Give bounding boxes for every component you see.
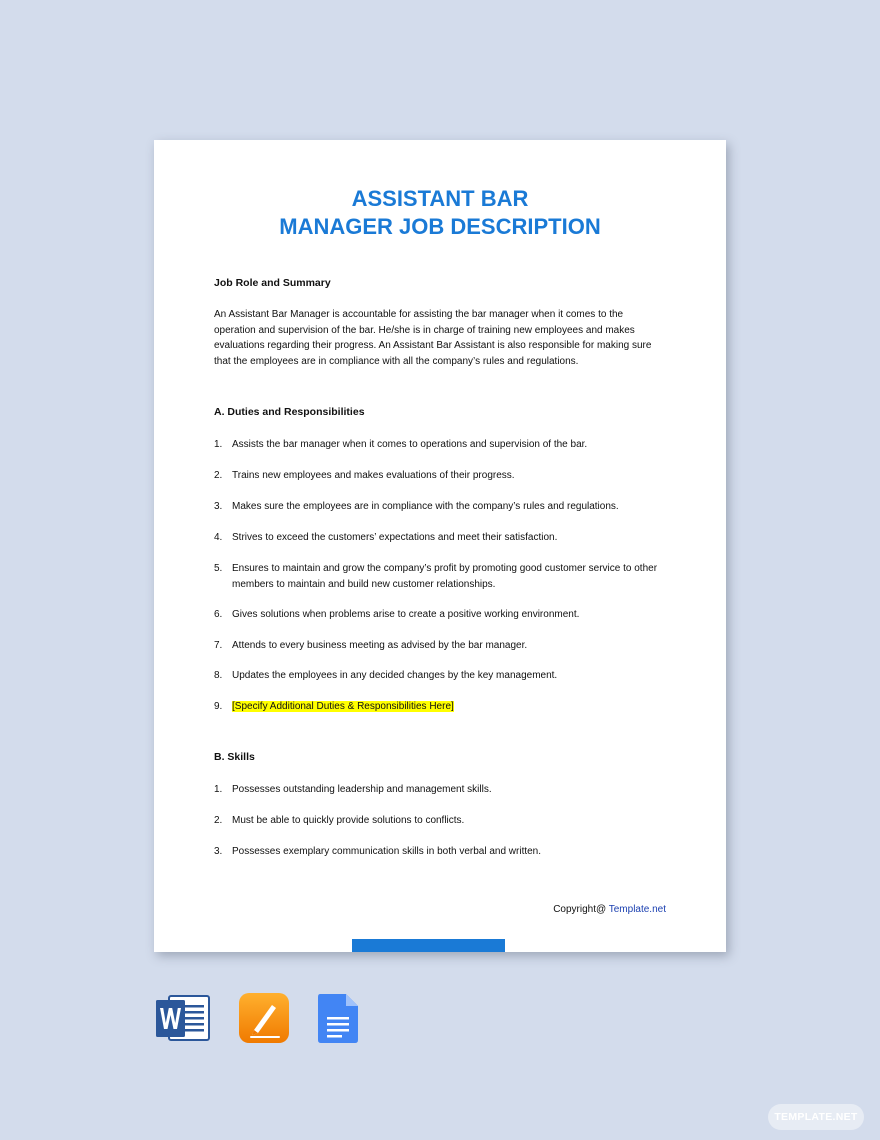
summary-heading: Job Role and Summary <box>214 277 331 289</box>
duty-item <box>214 437 664 453</box>
skill-text: Possesses exemplary communication skills in both verbal and written. <box>232 846 542 857</box>
word-icon[interactable] <box>155 993 211 1043</box>
document-title <box>154 185 726 241</box>
copyright-notice <box>553 904 666 915</box>
skill-item <box>214 782 664 798</box>
duty-text: Attends to every business meeting as advised by the bar manager. <box>232 640 528 651</box>
duty-text: Strives to exceed the customers’ expectations and meet their satisfaction. <box>232 532 558 543</box>
duty-item <box>214 468 664 484</box>
duty-item-placeholder <box>214 699 664 715</box>
duty-text: Updates the employees in any decided changes by the key management. <box>232 670 558 681</box>
duty-number: 4. <box>214 532 223 543</box>
duty-text: Assists the bar manager when it comes to operations and supervision of the bar. <box>232 439 588 450</box>
pages-icon[interactable] <box>238 992 290 1044</box>
duty-number: 9. <box>214 701 223 712</box>
duty-text: Ensures to maintain and grow the company’s profit by promoting good customer service to other members to maintain and build new customer relationships. <box>232 563 658 590</box>
title-line-2: MANAGER JOB DESCRIPTION <box>279 214 601 239</box>
duty-item <box>214 530 664 546</box>
copyright-link[interactable]: Template.net <box>608 904 666 915</box>
skill-number: 2. <box>214 815 223 826</box>
document-page <box>154 140 726 952</box>
summary-text: An Assistant Bar Manager is accountable for assisting the bar manager when it comes to the operation and supervision of the bar. He/she is in charge of training new employees and makes evaluations regarding their progress. An Assistant Bar Assistant is also responsible for making sure that the employees are in compliance with all the company’s rules and regulations. <box>214 309 652 367</box>
skill-number: 3. <box>214 846 223 857</box>
duty-item <box>214 668 664 684</box>
duty-item <box>214 638 664 654</box>
copyright-prefix: Copyright@ <box>553 904 609 915</box>
template-net-watermark: TEMPLATE.NET <box>768 1104 864 1130</box>
skill-number: 1. <box>214 784 223 795</box>
skill-item <box>214 844 664 860</box>
skill-text: Must be able to quickly provide solutions to conflicts. <box>232 815 465 826</box>
duty-number: 8. <box>214 670 223 681</box>
highlighted-placeholder-text: [Specify Additional Duties & Responsibilities Here] <box>232 701 454 712</box>
duty-number: 7. <box>214 640 223 651</box>
duty-text: Gives solutions when problems arise to create a positive working environment. <box>232 609 580 620</box>
skill-item <box>214 813 664 829</box>
duty-item <box>214 499 664 515</box>
duty-number: 3. <box>214 501 223 512</box>
skills-heading: B. Skills <box>214 751 255 763</box>
duty-number: 5. <box>214 563 223 574</box>
duty-number: 6. <box>214 609 223 620</box>
google-docs-icon[interactable] <box>317 993 359 1044</box>
title-line-1: ASSISTANT BAR <box>351 186 529 211</box>
duty-number: 2. <box>214 470 223 481</box>
skill-text: Possesses outstanding leadership and management skills. <box>232 784 492 795</box>
duties-heading: A. Duties and Responsibilities <box>214 406 365 418</box>
duty-text: Makes sure the employees are in compliance with the company’s rules and regulations. <box>232 501 619 512</box>
accent-bar <box>352 939 505 952</box>
duty-item <box>214 607 664 623</box>
duty-text: Trains new employees and makes evaluations of their progress. <box>232 470 515 481</box>
duty-item <box>214 561 664 592</box>
duty-number: 1. <box>214 439 223 450</box>
